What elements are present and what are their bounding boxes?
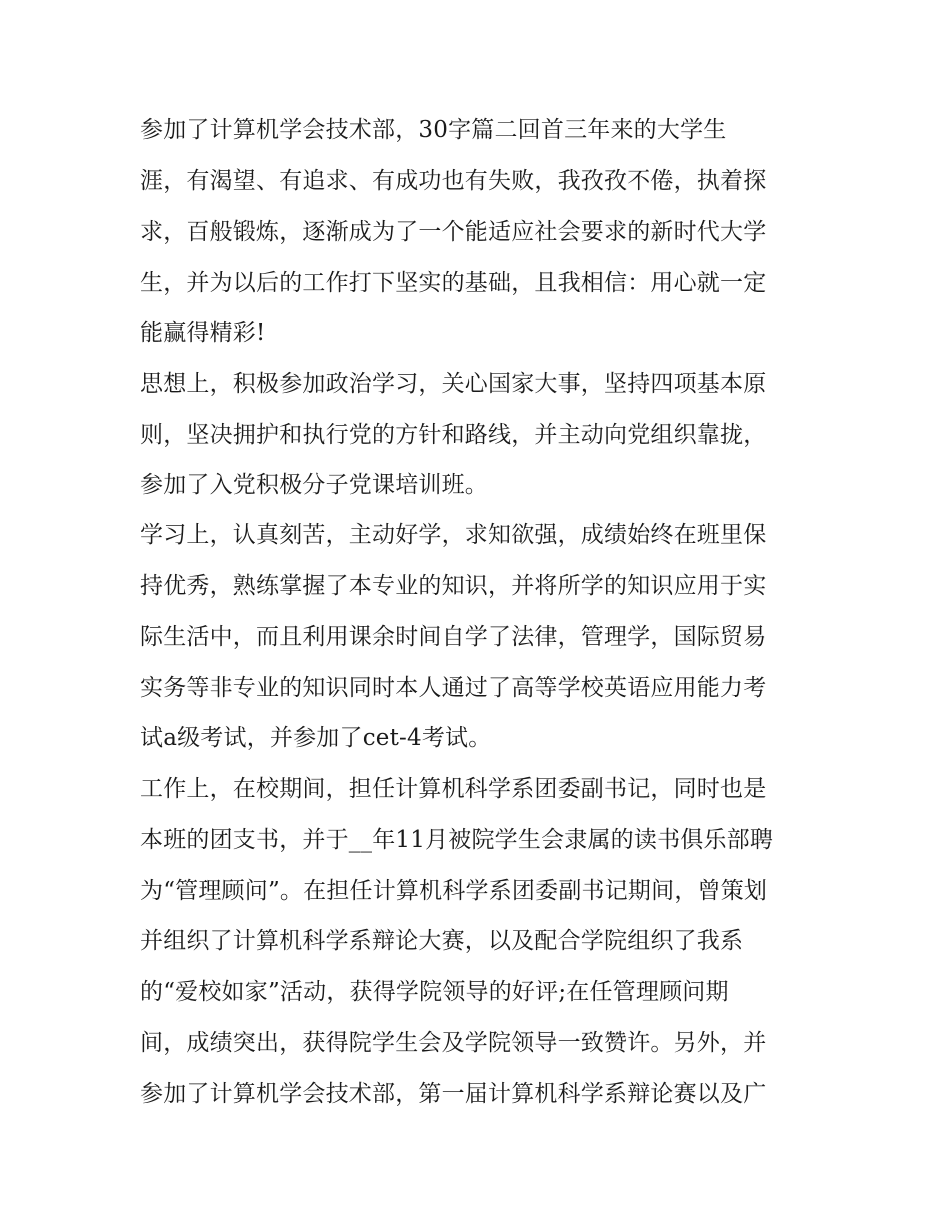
text-line: 则，坚决拥护和执行党的方针和路线，并主动向党组织靠拢， [140,422,767,448]
text-line: 本班的团支书，并于__年11月被院学生会隶属的读书俱乐部聘 [140,827,774,853]
text-line: 能赢得精彩! [140,320,266,346]
text-line: 学习上，认真刻苦，主动好学，求知欲强，成绩始终在班里保 [140,522,767,548]
text-line: 持优秀，熟练掌握了本专业的知识，并将所学的知识应用于实 [140,573,767,599]
text-line: 的“爱校如家”活动，获得学院领导的好评;在任管理顾问期 [140,979,729,1005]
text-line: 涯，有渴望、有追求、有成功也有失败，我孜孜不倦，执着探 [140,168,767,194]
text-line: 工作上，在校期间，担任计算机科学系团委副书记，同时也是 [140,776,767,802]
text-line: 参加了计算机学会技术部，第一届计算机科学系辩论赛以及广 [140,1081,767,1107]
text-line: 为“管理顾问”。在担任计算机科学系团委副书记期间，曾策划 [140,878,768,904]
text-line: 求，百般锻炼，逐渐成为了一个能适应社会要求的新时代大学 [140,219,767,245]
text-line: 参加了入党积极分子党课培训班。 [140,472,488,498]
text-line: 试a级考试，并参加了cet-4考试。 [140,725,492,751]
text-line: 参加了计算机学会技术部，30字篇二回首三年来的大学生 [140,117,727,143]
text-line: 际生活中，而且利用课余时间自学了法律，管理学，国际贸易 [140,624,767,650]
text-line: 思想上，积极参加政治学习，关心国家大事，坚持四项基本原 [140,371,767,397]
text-line: 并组织了计算机科学系辩论大赛，以及配合学院组织了我系 [140,928,744,954]
text-line: 间，成绩突出，获得院学生会及学院领导一致赞许。另外，并 [140,1030,767,1056]
text-line: 实务等非专业的知识同时本人通过了高等学校英语应用能力考 [140,675,767,701]
text-line: 生，并为以后的工作打下坚实的基础，且我相信：用心就一定 [140,270,767,296]
